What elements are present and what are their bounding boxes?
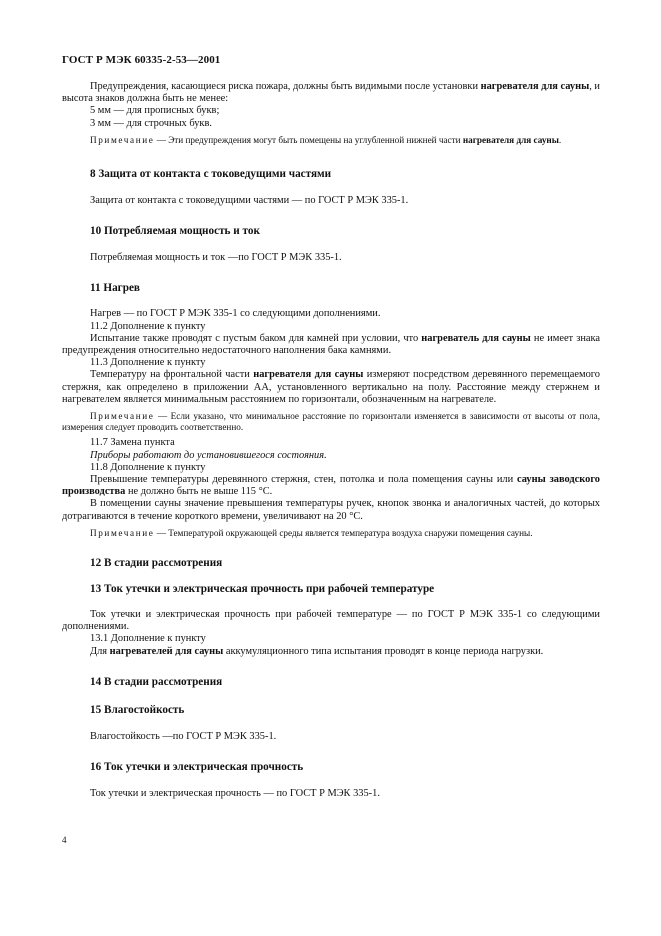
section-16-text: Ток утечки и электрическая прочность — по ГОСТ Р МЭК 335-1. bbox=[90, 788, 380, 800]
section-11-8-text bbox=[62, 474, 600, 498]
section-11-2-text bbox=[62, 333, 600, 357]
section-16-title: 16 Ток утечки и электрическая прочность bbox=[90, 761, 304, 774]
note-11-3 bbox=[62, 411, 600, 433]
list-item-lowercase: 3 мм — для строчных букв. bbox=[90, 117, 212, 129]
section-11-7-heading: 11.7 Замена пункта bbox=[90, 437, 175, 449]
section-13-1-heading: 13.1 Дополнение к пункту bbox=[90, 633, 206, 645]
section-13-1-text bbox=[62, 646, 600, 658]
section-10-title: 10 Потребляемая мощность и ток bbox=[90, 225, 260, 238]
text-span: не имеет знака предупреждения относительно недостаточного наполнения бака камнями. bbox=[62, 332, 600, 357]
section-11-2-heading: 11.2 Дополнение к пункту bbox=[90, 320, 206, 332]
section-11-7-text: Приборы работают до установившегося состояния. bbox=[90, 449, 327, 461]
term-bold: нагревателя для сауны bbox=[480, 81, 590, 92]
section-13-p1: Ток утечки и электрическая прочность при рабочей температуре — по ГОСТ Р МЭК 335-1 со следующими дополнениями. bbox=[62, 609, 600, 633]
section-11-3-text bbox=[62, 369, 600, 406]
section-8-text: Защита от контакта с токоведущими частями — по ГОСТ Р МЭК 335-1. bbox=[90, 195, 409, 207]
term-bold: нагревателя для сауны bbox=[462, 134, 559, 145]
text-span: Для bbox=[90, 645, 110, 657]
term-bold: нагревателей для сауны bbox=[109, 645, 224, 657]
section-10-text: Потребляемая мощность и ток —по ГОСТ Р МЭК 335-1. bbox=[90, 252, 342, 264]
text-span: , и высота знаков должна быть не менее: bbox=[62, 81, 600, 105]
section-15-title: 15 Влагостойкость bbox=[90, 703, 185, 716]
note-11-8 bbox=[62, 528, 600, 539]
text-span: — Температурой окружающей среды является температура воздуха снаружи помещения сауны. bbox=[154, 527, 533, 538]
text-span: Превышение температуры деревянного стержня, стен, потолка и пола помещения сауны или bbox=[90, 474, 518, 486]
list-item-uppercase: 5 мм — для прописных букв; bbox=[90, 105, 220, 117]
section-11-p1: Нагрев — по ГОСТ Р МЭК 335-1 со следующими дополнениями. bbox=[90, 308, 381, 320]
term-bold: нагреватель для сауны bbox=[421, 332, 531, 344]
warning-paragraph bbox=[62, 81, 600, 105]
section-11-8-text-2: В помещении сауны значение превышения температуры ручек, кнопок звонка и аналогичных частей, до которых дотрагиваются в течение короткого времени, увеличивают на 20 °С. bbox=[62, 498, 600, 522]
text-span: Предупреждения, касающиеся риска пожара, должны быть видимыми после установки bbox=[90, 81, 481, 92]
section-12-title: 12 В стадии рассмотрения bbox=[90, 557, 223, 570]
section-11-3-heading: 11.3 Дополнение к пункту bbox=[90, 357, 206, 369]
page-number: 4 bbox=[62, 835, 67, 845]
section-8-title: 8 Защита от контакта с токоведущими частями bbox=[90, 168, 332, 181]
text-span: — Эти предупреждения могут быть помещены на углубленной нижней части bbox=[154, 134, 463, 145]
page-content bbox=[62, 81, 600, 800]
text-span: измеряют посредством деревянного перемещаемого стержня, как определено в приложении АА, установленного вертикально на полу. Расстояние между стержнем и нагревателем является минимальным расстоянием по горизонтали, обозначенным на нагревателе. bbox=[62, 369, 600, 405]
note-label: Примечание bbox=[90, 527, 155, 538]
term-bold: нагревателя для сауны bbox=[253, 369, 364, 381]
section-11-8-heading: 11.8 Дополнение к пункту bbox=[90, 461, 206, 473]
text-span: . bbox=[558, 134, 562, 145]
note-label: Примечание bbox=[90, 134, 155, 145]
text-span: аккумуляционного типа испытания проводят в конце периода нагрузки. bbox=[223, 645, 544, 657]
text-span: не должно быть не выше 115 °С. bbox=[125, 486, 273, 498]
text-span: Температуру на фронтальной части bbox=[90, 369, 254, 381]
note-intro bbox=[62, 135, 600, 146]
text-span: Испытание также проводят с пустым баком для камней при условии, что bbox=[90, 332, 422, 344]
standard-header: ГОСТ Р МЭК 60335-2-53—2001 bbox=[62, 54, 221, 66]
section-13-title: 13 Ток утечки и электрическая прочность при рабочей температуре bbox=[90, 583, 435, 596]
note-label: Примечание bbox=[90, 411, 155, 422]
section-14-title: 14 В стадии рассмотрения bbox=[90, 675, 223, 688]
section-11-title: 11 Нагрев bbox=[90, 282, 140, 295]
term-bold: сауны заводского производства bbox=[62, 474, 600, 498]
section-15-text: Влагостойкость —по ГОСТ Р МЭК 335-1. bbox=[90, 730, 277, 742]
text-span: — Если указано, что минимальное расстояние по горизонтали изменяется в зависимости от высоты от пола, измерения следует проводить соответственно. bbox=[62, 411, 600, 433]
